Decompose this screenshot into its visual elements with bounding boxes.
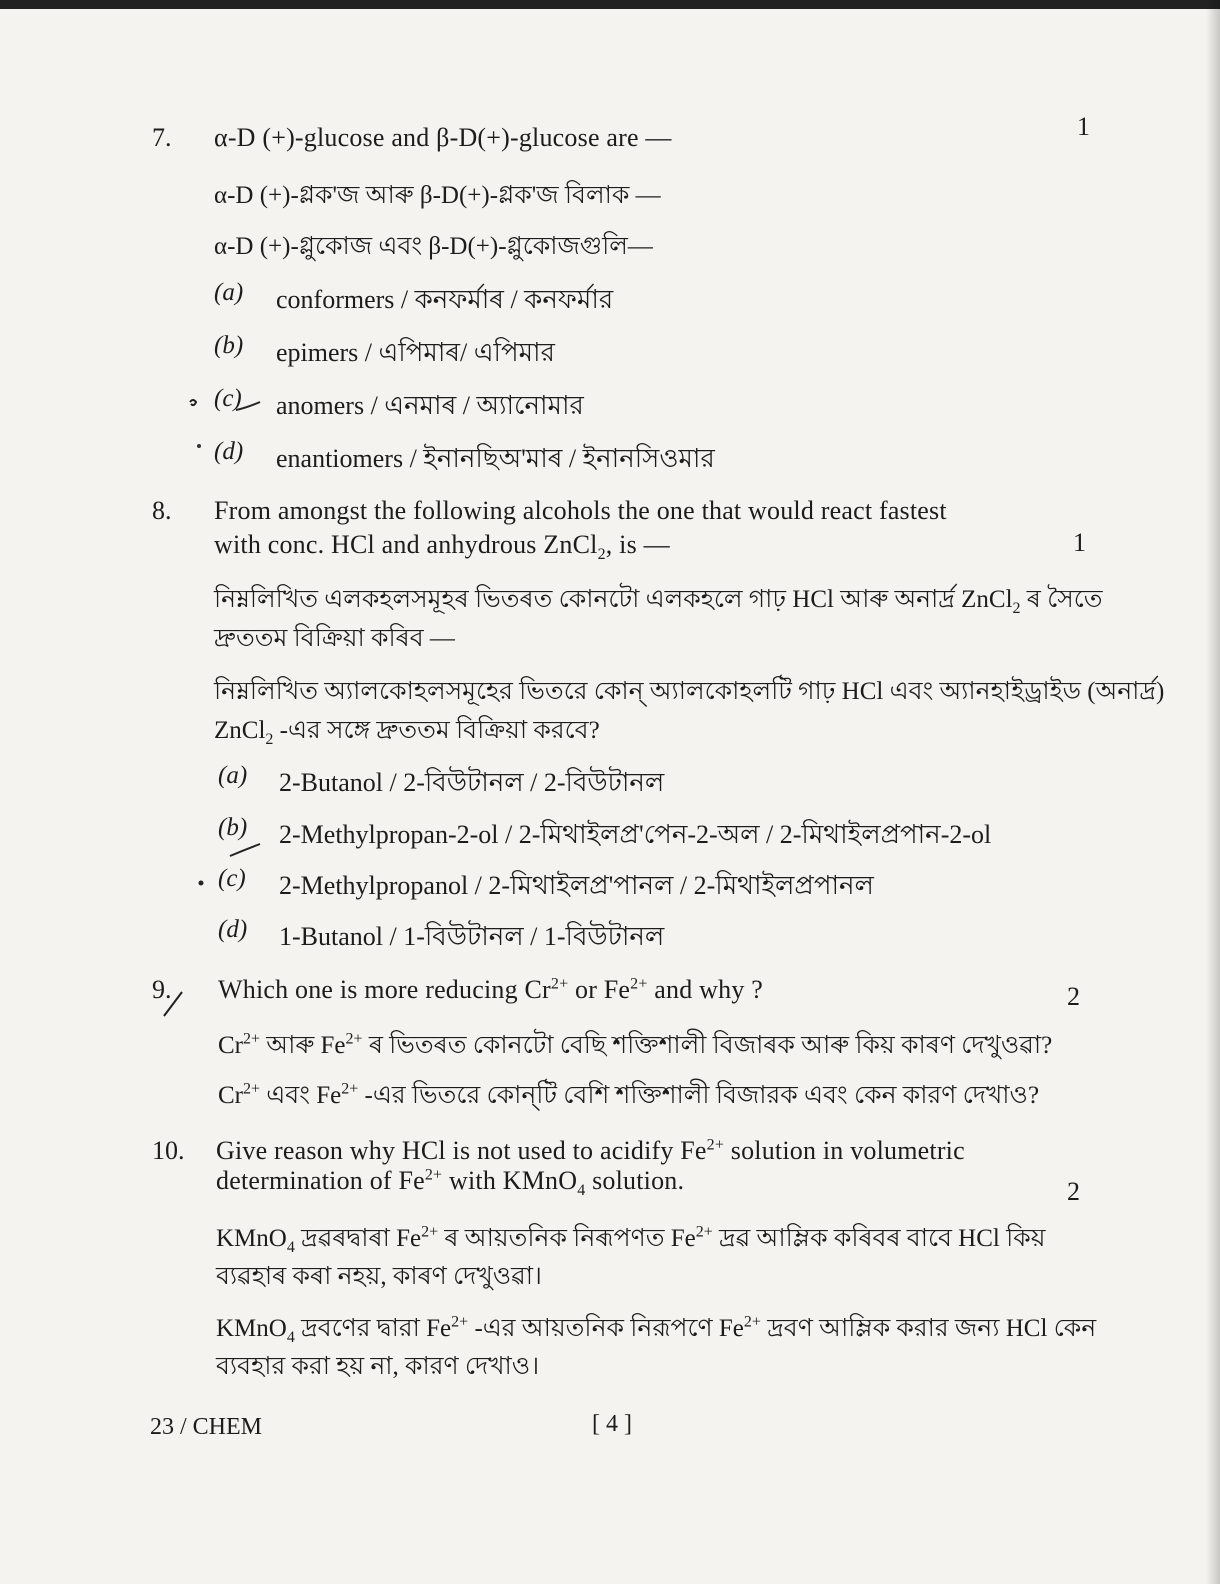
q7-option-d-letter: (d): [214, 438, 244, 465]
q7-option-d-text: enantiomers / ইনানছিঅ'মাৰ / ইনানসিওমার: [276, 444, 715, 473]
handwritten-slash-mark: [158, 990, 188, 1020]
pen-dot-mark: [198, 880, 206, 888]
q7-option-b-letter: (b): [214, 332, 244, 359]
q7-number: 7.: [152, 123, 172, 152]
q8-option-d-text: 1-Butanol / 1-বিউটানল / 1-বিউটানল: [279, 922, 665, 951]
q7-option-a-text: conformers / কনফৰ্মাৰ / কনফর্মার: [276, 285, 614, 314]
q8-option-d-letter: (d): [218, 916, 248, 943]
q10-text-bengali-line2: ব্যবহার করা হয় না, কারণ দেখাও।: [216, 1353, 540, 1380]
handwritten-tick-mark: [186, 392, 266, 422]
q8-option-c-letter: (c): [218, 865, 246, 892]
q8-text-assamese-line2: দ্ৰুততম বিক্ৰিয়া কৰিব —: [214, 625, 455, 652]
handwritten-underline-mark: [226, 836, 266, 860]
q10-text-english-line1: Give reason why HCl is not used to acidify $Fe^{2+}$ solution in volumetric: [216, 1136, 965, 1165]
q9-text-english: Which one is more reducing $Cr^{2+}$ or $Fe^{2+}$ and why ?: [218, 975, 763, 1004]
q9-text-bengali: $Cr^{2+}$ এবং $Fe^{2+}$ -এর ভিতরে কোন্‌টি বেশি শক্তিশালী বিজারক এবং কেন কারণ দেখাও?: [218, 1080, 1040, 1109]
q8-text-bengali-line2: ZnCl$_2$ -এর সঙ্গে দ্রুততম বিক্রিয়া করবে?: [214, 717, 600, 748]
q8-text-assamese-line1: নিম্নলিখিত এলকহলসমূহৰ ভিতৰত কোনটো এলকহলে গাঢ় HCl আৰু অনাৰ্দ্ৰ ZnCl$_2$ ৰ সৈতে: [214, 586, 1103, 617]
q10-text-assamese-line1: KMnO$_4$ দ্ৰৱৰদ্বাৰা $Fe^{2+}$ ৰ আয়তনিক নিৰূপণত $Fe^{2+}$ দ্ৰৱ আম্লিক কৰিবৰ বাবে HCl কিয়: [216, 1223, 1046, 1256]
pen-dot-mark: [196, 443, 204, 451]
q7-option-a-letter: (a): [214, 279, 244, 306]
footer-paper-code: 23 / CHEM: [150, 1414, 263, 1440]
q8-option-b-text: 2-Methylpropan-2-ol / 2-মিথাইলপ্ৰ'পেন-2-অল / 2-মিথাইলপ্রপান-2-ol: [279, 820, 992, 849]
q7-option-b-text: epimers / এপিমাৰ/ এপিমার: [276, 338, 555, 367]
q7-option-c-letter: (c): [214, 385, 242, 412]
q10-text-english-line2: determination of $Fe^{2+}$ with KMnO$_4$ solution.: [216, 1166, 685, 1200]
q9-number: 9.: [152, 975, 172, 1004]
q9-marks: 2: [1067, 982, 1080, 1011]
scan-right-edge-shadow: [1206, 0, 1220, 1584]
q8-text-english-line2: with conc. HCl and anhydrous ZnCl$_2$, is —: [214, 530, 670, 564]
scan-top-edge: [0, 0, 1220, 9]
q10-text-assamese-line2: ব্যৱহাৰ কৰা নহয়, কাৰণ দেখুওৱা।: [216, 1263, 542, 1290]
q7-marks: 1: [1077, 112, 1090, 141]
q8-number: 8.: [152, 496, 172, 525]
q8-option-a-letter: (a): [218, 762, 248, 789]
q10-number: 10.: [152, 1136, 185, 1165]
q7-option-c-text: anomers / এনমাৰ / অ্যানোমার: [276, 391, 584, 420]
q10-text-bengali-line1: KMnO$_4$ দ্রবণের দ্বারা $Fe^{2+}$ -এর আয়তনিক নিরূপণে $Fe^{2+}$ দ্রবণ আম্লিক করার জন্য HCl কেন: [216, 1313, 1097, 1346]
q8-marks: 1: [1073, 528, 1086, 557]
q7-text-english: α-D (+)-glucose and β-D(+)-glucose are —: [214, 123, 672, 152]
q7-text-assamese: α-D (+)-গ্লক'জ আৰু β-D(+)-গ্লক'জ বিলাক —: [214, 182, 661, 209]
q8-option-a-text: 2-Butanol / 2-বিউটানল / 2-বিউটানল: [279, 768, 665, 797]
q8-text-bengali-line1: নিম্নলিখিত অ্যালকোহলসমূহের ভিতরে কোন্ অ্যালকোহলটি গাঢ় HCl এবং অ্যানহাইড্রাইড (অনার্দ্র): [214, 678, 1165, 705]
q8-option-c-text: 2-Methylpropanol / 2-মিথাইলপ্ৰ'পানল / 2-মিথাইলপ্রপানল: [279, 871, 874, 900]
q7-text-bengali: α-D (+)-গ্লুকোজ এবং β-D(+)-গ্লুকোজগুলি—: [214, 233, 653, 260]
q8-text-english-line1: From amongst the following alcohols the one that would react fastest: [214, 496, 947, 525]
q10-marks: 2: [1067, 1177, 1080, 1206]
q8-option-b-letter: (b): [218, 814, 248, 841]
q9-text-assamese: $Cr^{2+}$ আৰু $Fe^{2+}$ ৰ ভিতৰত কোনটো বেছি শক্তিশালী বিজাৰক আৰু কিয় কাৰণ দেখুওৱা?: [218, 1030, 1053, 1059]
footer-page-number: [ 4 ]: [592, 1411, 632, 1437]
